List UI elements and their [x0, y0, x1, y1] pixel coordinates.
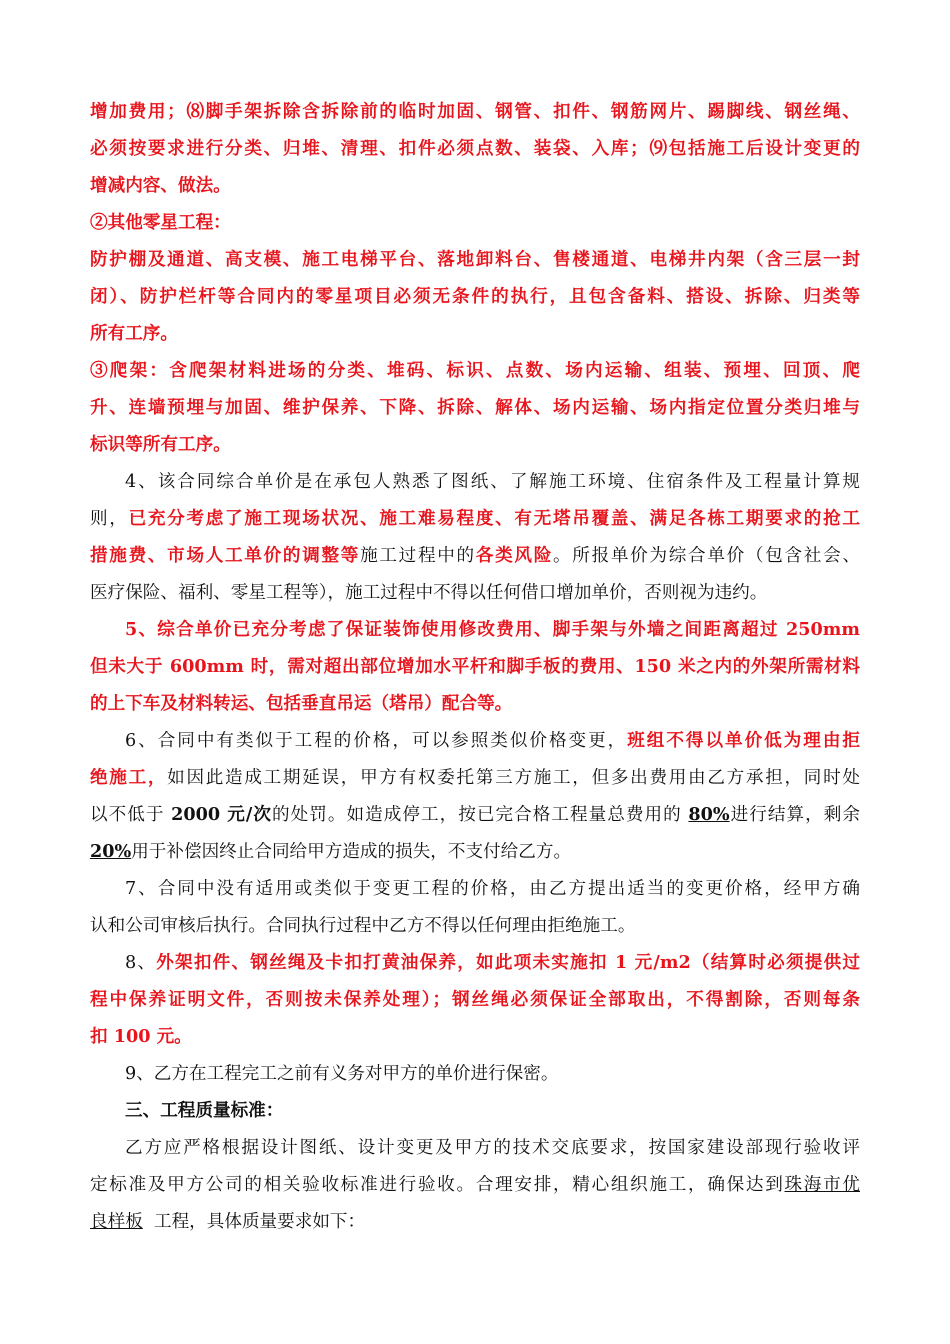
paragraph-line: 防护棚及通道、高支模、施工电梯平台、落地卸料台、售楼通道、电梯井内架（含三层一封: [90, 249, 860, 270]
paragraph-line: 良样板 工程，具体质量要求如下：: [90, 1212, 366, 1232]
paragraph-line: 措施费、市场人工单价的调整等施工过程中的各类风险。所报单价为综合单价（包含社会、: [90, 545, 860, 566]
paragraph-line: 扣 100 元。: [90, 1026, 192, 1047]
paragraph-line: 20%用于补偿因终止合同给甲方造成的损失，不支付给乙方。: [90, 841, 572, 862]
section-heading: 三、工程质量标准：: [125, 1100, 284, 1121]
paragraph-line: 但未大于 600mm 时，需对超出部位增加水平杆和脚手板的费用、150 米之内的外架所需材料: [90, 656, 860, 677]
paragraph-line: 闭）、防护栏杆等合同内的零星项目必须无条件的执行，且包含备料、搭设、拆除、归类等: [90, 286, 860, 307]
paragraph-line: 必须按要求进行分类、归堆、清理、扣件必须点数、装袋、入库；⑼包括施工后设计变更的: [90, 138, 860, 159]
paragraph-line: 增加费用；⑻脚手架拆除含拆除前的临时加固、钢管、扣件、钢筋网片、踢脚线、钢丝绳、: [90, 101, 860, 122]
paragraph-line: 7、合同中没有适用或类似于变更工程的价格，由乙方提出适当的变更价格，经甲方确: [125, 879, 860, 899]
paragraph-line: 增减内容、做法。: [90, 175, 231, 196]
paragraph-line: 6、合同中有类似于工程的价格，可以参照类似价格变更，班组不得以单价低为理由拒: [125, 730, 860, 751]
paragraph-line: 绝施工，如因此造成工期延误，甲方有权委托第三方施工，但多出费用由乙方承担，同时处: [90, 767, 860, 788]
paragraph-line: 则，已充分考虑了施工现场状况、施工难易程度、有无塔吊覆盖、满足各栋工期要求的抢工: [90, 508, 860, 529]
paragraph-line: 升、连墙预埋与加固、维护保养、下降、拆除、解体、场内运输、场内指定位置分类归堆与: [90, 397, 860, 418]
section-heading: ②其他零星工程：: [90, 212, 231, 233]
paragraph-line: 8、外架扣件、钢丝绳及卡扣打黄油保养，如此项未实施扣 1 元/m2（结算时必须提供过: [125, 952, 860, 973]
paragraph-line: 的上下车及材料转运、包括垂直吊运（塔吊）配合等。: [90, 693, 513, 714]
paragraph-line: 认和公司审核后执行。合同执行过程中乙方不得以任何理由拒绝施工。: [90, 916, 636, 936]
paragraph-line: 定标准及甲方公司的相关验收标准进行验收。合理安排，精心组织施工，确保达到珠海市优: [90, 1175, 860, 1195]
paragraph-line: 标识等所有工序。: [90, 434, 231, 455]
paragraph-line: 5、综合单价已充分考虑了保证装饰使用修改费用、脚手架与外墙之间距离超过 250mm: [125, 619, 860, 640]
paragraph-line: 程中保养证明文件，否则按未保养处理）；钢丝绳必须保证全部取出，不得割除，否则每条: [90, 989, 860, 1010]
paragraph-line: 4、该合同综合单价是在承包人熟悉了图纸、了解施工环境、住宿条件及工程量计算规: [125, 472, 860, 492]
paragraph-line: 所有工序。: [90, 323, 178, 344]
paragraph-line: 医疗保险、福利、零星工程等），施工过程中不得以任何借口增加单价，否则视为违约。: [90, 583, 768, 603]
paragraph-line: 9、乙方在工程完工之前有义务对甲方的单价进行保密。: [125, 1064, 559, 1084]
paragraph-line: 乙方应严格根据设计图纸、设计变更及甲方的技术交底要求，按国家建设部现行验收评: [125, 1138, 860, 1158]
paragraph-line: ③爬架：含爬架材料进场的分类、堆码、标识、点数、场内运输、组装、预埋、回顶、爬: [90, 360, 860, 381]
paragraph-line: 以不低于 2000 元/次的处罚。如造成停工，按已完合格工程量总费用的 80%进行结算，剩余: [90, 804, 860, 825]
